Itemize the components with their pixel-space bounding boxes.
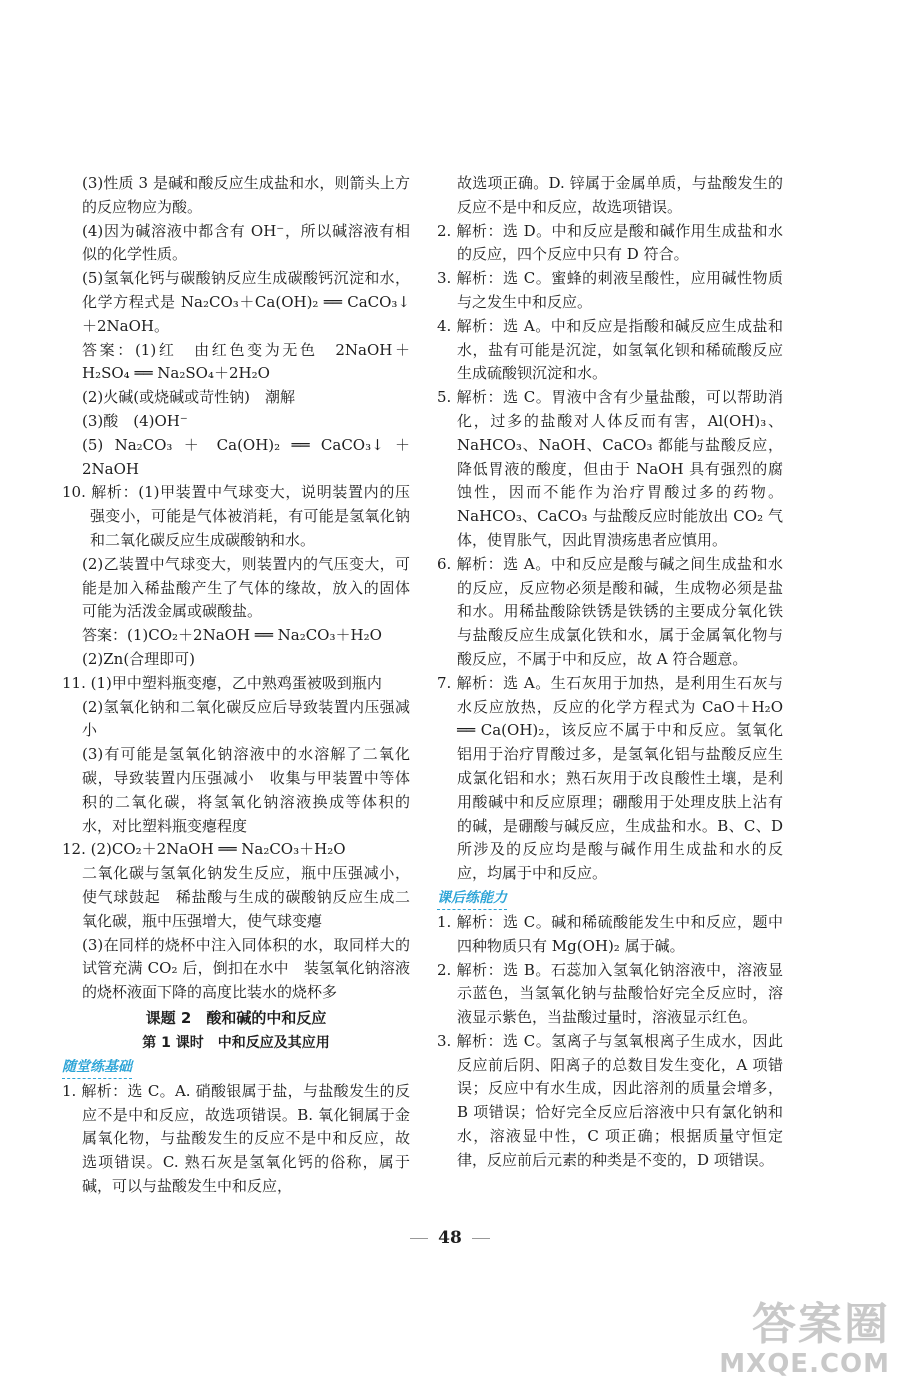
paragraph: (5)氢氧化钙与碳酸钠反应生成碳酸钙沉淀和水，化学方程式是 Na₂CO₃＋Ca(OH)₂ ══ CaCO₃↓＋2NaOH。 — [82, 269, 410, 335]
right-paragraphs — [437, 172, 783, 886]
page-number — [0, 1228, 900, 1248]
watermark-line2: MXQE.COM — [719, 1349, 890, 1379]
lesson-subheading: 第 1 课时 中和反应及其应用 — [142, 1034, 330, 1051]
paragraph: 3. 解析：选 C。蜜蜂的刺液呈酸性，应用碱性物质与之发生中和反应。 — [437, 269, 783, 311]
watermark-line1: 答案圈 — [752, 1299, 890, 1350]
paragraph: (3)在同样的烧杯中注入同体积的水，取同样大的试管充满 CO₂ 后，倒扣在水中 装氢氧化钠溶液的烧杯液面下降的高度比装水的烧杯多 — [82, 935, 410, 1002]
paragraph: (3)酸 (4)OH⁻ — [82, 411, 188, 430]
paragraph: 故选项正确。D. 锌属于金属单质，与盐酸发生的反应不是中和反应，故选项错误。 — [457, 174, 783, 216]
paragraph: (2)乙装置中气球变大，则装置内的气压变大，可能是加入稀盐酸产生了气体的缘故，放入的固体可能为活泼金属或碳酸盐。 — [82, 554, 410, 621]
paragraph: 7. 解析：选 A。生石灰用于加热，是利用生石灰与水反应放热，反应的化学方程式为 CaO＋H₂O ══ Ca(OH)₂，该反应不属于中和反应。氢氧化铝用于治疗胃酸过多，是氢氧化铝与盐酸反应生成氯化铝和水；熟石灰用于改良酸性土壤，是利用酸碱中和反应原理；硼酸用于处理皮肤上沾有的碱，是硼酸与碱反应，生成盐和水。B、C、D 所涉及的反应均是酸与碱作用生成盐和水的反应，均属于中和反应。 — [437, 673, 783, 883]
paragraph: 12. (2)CO₂＋2NaOH ══ Na₂CO₃＋H₂O — [62, 840, 346, 859]
paragraph: (4)因为碱溶液中都含有 OH⁻，所以碱溶液有相似的化学性质。 — [82, 221, 410, 264]
paragraph: (3)性质 3 是碱和酸反应生成盐和水，则箭头上方的反应物应为酸。 — [82, 174, 410, 216]
paragraph: (2)氢氧化钠和二氧化碳反应后导致装置内压强减小 — [82, 697, 410, 740]
paragraph: (2)火碱(或烧碱或苛性钠) 潮解 — [82, 388, 295, 407]
paragraph: 答案：(1)CO₂＋2NaOH ══ Na₂CO₃＋H₂O — [82, 626, 382, 645]
watermark-logo — [700, 1300, 890, 1380]
page-number-text: 48 — [438, 1228, 462, 1248]
paragraph: 3. 解析：选 C。氢离子与氢氧根离子生成水，因此反应前后阴、阳离子的总数目发生变化，A 项错误；反应中有水生成，因此溶剂的质量会增多，B 项错误；恰好完全反应后溶液中只有氯化钠和水，溶液显中性，C 项正确；根据质量守恒定律，反应前后元素的种类是不变的，D 项错误。 — [437, 1031, 783, 1169]
paragraph: 5. 解析：选 C。胃液中含有少量盐酸，可以帮助消化，过多的盐酸对人体反而有害，Al(OH)₃、NaHCO₃、NaOH、CaCO₃ 都能与盐酸反应，降低胃液的酸度，但由于 NaOH 具有强烈的腐蚀性，因而不能作为治疗胃酸过多的药物。NaHCO₃、CaCO₃ 与盐酸反应时能放出 CO₂ 气体，使胃胀气，因此胃溃疡患者应慎用。 — [437, 388, 783, 549]
right-after-paragraphs — [437, 911, 783, 1173]
paragraph: 4. 解析：选 A。中和反应是指酸和碱反应生成盐和水，盐有可能是沉淀，如氢氧化钡和稀硫酸反应生成硫酸钡沉淀和水。 — [437, 316, 783, 383]
paragraph: 二氧化碳与氢氧化钠发生反应，瓶中压强减小，使气球鼓起 稀盐酸与生成的碳酸钠反应生成二氧化碳，瓶中压强增大，使气球变瘪 — [82, 864, 410, 930]
lesson-heading: 课题 2 酸和碱的中和反应 — [145, 1008, 327, 1027]
paragraph: 2. 解析：选 B。石蕊加入氢氧化钠溶液中，溶液显示蓝色，当氢氧化钠与盐酸恰好完全反应时，溶液显示紫色，当盐酸过量时，溶液显示红色。 — [437, 960, 783, 1027]
right-column — [437, 172, 783, 1173]
paragraph: 2. 解析：选 D。中和反应是酸和碱作用生成盐和水的反应，四个反应中只有 D 符合。 — [437, 221, 783, 264]
paragraph: (3)有可能是氢氧化钠溶液中的水溶解了二氧化碳，导致装置内压强减小 收集与甲装置中等体积的二氧化碳，将氢氧化钠溶液换成等体积的水，对比塑料瓶变瘪程度 — [82, 745, 410, 835]
section-label-ability: 课后练能力 — [437, 887, 507, 910]
left-after-paragraphs — [62, 1080, 410, 1199]
paragraph: (5) Na₂CO₃ ＋ Ca(OH)₂ ══ CaCO₃↓ ＋2NaOH — [82, 435, 410, 478]
paragraph: 10. 解析：(1)甲装置中气球变大，说明装置内的压强变小，可能是气体被消耗，有可能是氢氧化钠和二氧化碳反应生成碳酸钠和水。 — [62, 483, 410, 549]
paragraph: 1. 解析：选 C。A. 硝酸银属于盐，与盐酸发生的反应不是中和反应，故选项错误。B. 氧化铜属于金属氧化物，与盐酸发生的反应不是中和反应，故选项错误。C. 熟石灰是氢氧化钙的俗称，属于碱，可以与盐酸发生中和反应， — [62, 1081, 410, 1196]
paragraph: (2)Zn(合理即可) — [82, 649, 196, 668]
paragraph: 1. 解析：选 C。碱和稀硫酸能发生中和反应，题中四种物质只有 Mg(OH)₂ 属于碱。 — [437, 912, 783, 955]
paragraph: 答案：(1)红 由红色变为无色 2NaOH＋H₂SO₄ ══ Na₂SO₄＋2H₂O — [82, 340, 410, 383]
left-paragraphs — [62, 172, 410, 1005]
paragraph: 11. (1)甲中塑料瓶变瘪，乙中熟鸡蛋被吸到瓶内 — [62, 673, 382, 692]
section-label-basic: 随堂练基础 — [62, 1056, 132, 1079]
paragraph: 6. 解析：选 A。中和反应是酸与碱之间生成盐和水的反应，反应物必须是酸和碱，生成物必须是盐和水。用稀盐酸除铁锈是铁锈的主要成分氧化铁与盐酸反应生成氯化铁和水，属于金属氧化物与酸反应，不属于中和反应，故 A 符合题意。 — [437, 554, 783, 668]
left-column — [62, 172, 410, 1199]
